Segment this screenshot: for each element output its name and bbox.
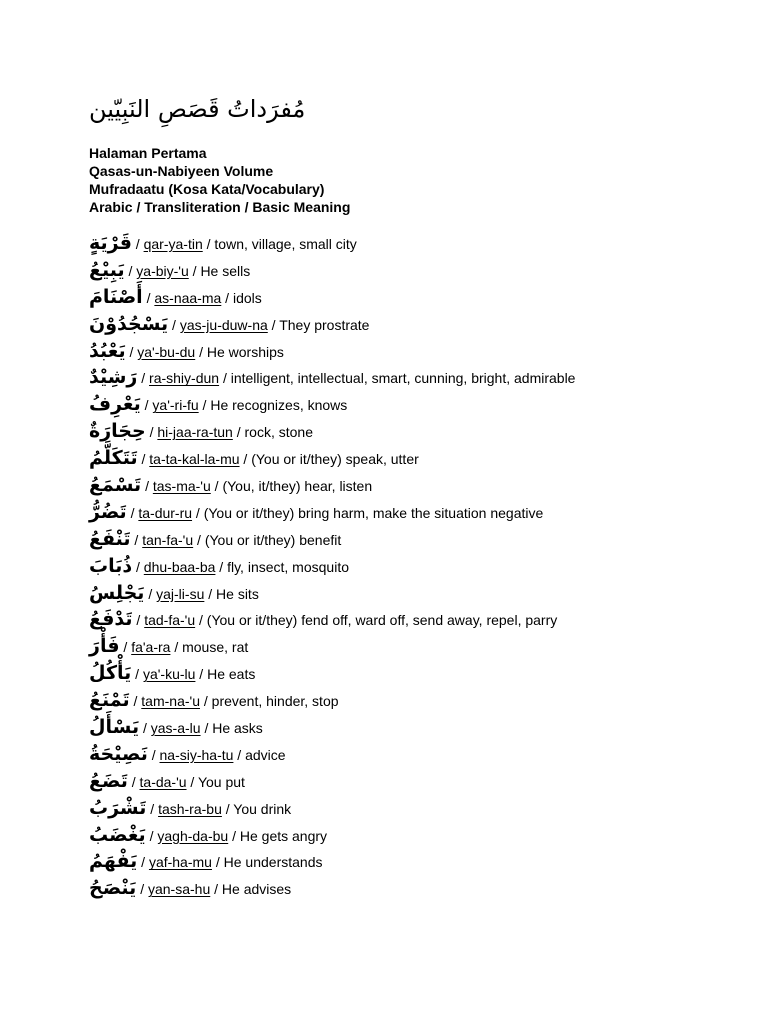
vocab-entry — [89, 230, 729, 257]
separator: / — [126, 504, 139, 521]
separator: / — [195, 343, 207, 360]
separator: / — [147, 746, 160, 763]
header-line-topic: Mufradaatu (Kosa Kata/Vocabulary) — [89, 181, 325, 197]
arabic-word: تَشْرَبُ — [89, 796, 147, 819]
separator: / — [215, 558, 228, 575]
meaning: He understands — [223, 854, 323, 871]
header-line-columns: Arabic / Transliteration / Basic Meaning — [89, 199, 351, 215]
arabic-word: تَنْفَعُ — [89, 527, 131, 550]
meaning: idols — [232, 289, 262, 306]
separator: / — [193, 531, 205, 548]
meaning: town, village, small city — [214, 236, 357, 252]
separator: / — [267, 316, 280, 333]
vocab-entry — [89, 311, 729, 338]
separator: / — [127, 773, 140, 790]
transliteration: dhu-baa-ba — [143, 558, 216, 575]
transliteration: tam-na-'u — [141, 693, 200, 710]
meaning: He worships — [206, 343, 284, 360]
vocab-entry — [89, 606, 729, 633]
separator: / — [132, 612, 145, 629]
meaning: fly, insect, mosquito — [227, 558, 349, 575]
arabic-word: يَأْكُلُ — [89, 662, 132, 685]
arabic-word: يَجْلِسُ — [89, 581, 145, 604]
separator: / — [188, 262, 201, 279]
meaning: He sits — [216, 585, 259, 602]
separator: / — [145, 827, 158, 844]
transliteration: ya'-ri-fu — [152, 397, 199, 414]
vocab-entry — [89, 526, 729, 553]
separator: / — [211, 854, 224, 871]
separator: / — [221, 289, 233, 306]
vocab-entry — [89, 257, 729, 284]
arabic-word: تَدْفَعُ — [89, 608, 133, 631]
separator: / — [139, 720, 151, 737]
transliteration: ta-dur-ru — [138, 504, 193, 521]
separator: / — [131, 666, 143, 683]
separator: / — [136, 881, 148, 898]
arabic-word: يَفْهَمُ — [89, 850, 138, 873]
transliteration: fa'a-ra — [131, 639, 171, 656]
transliteration: yaf-ha-mu — [148, 854, 212, 871]
vocab-entry — [89, 499, 729, 526]
header-line-page: Halaman Pertama — [89, 145, 207, 161]
separator: / — [137, 451, 150, 468]
transliteration: ta-ta-kal-la-mu — [149, 451, 240, 468]
arabic-word: تَتَكَلَّمُ — [89, 447, 138, 470]
arabic-word: رَشِيْدٌ — [89, 366, 138, 389]
separator: / — [170, 639, 183, 656]
document-header — [89, 144, 729, 216]
meaning: He gets angry — [239, 827, 328, 844]
separator: / — [202, 236, 215, 252]
transliteration: qar-ya-tin — [143, 236, 203, 252]
separator: / — [141, 478, 153, 495]
vocab-entry — [89, 284, 729, 311]
separator: / — [239, 451, 252, 468]
arabic-word: تَسْمَعُ — [89, 474, 142, 497]
transliteration: yas-ju-duw-na — [179, 316, 268, 333]
vocab-entry — [89, 472, 729, 499]
separator: / — [233, 746, 246, 763]
separator: / — [232, 424, 245, 441]
vocab-entry — [89, 660, 729, 687]
vocab-entry — [89, 795, 729, 822]
meaning: (You or it/they) benefit — [204, 531, 342, 548]
transliteration: as-naa-ma — [154, 289, 222, 306]
separator: / — [132, 558, 144, 575]
meaning: They prostrate — [279, 316, 370, 333]
separator: / — [210, 478, 223, 495]
vocab-entry — [89, 445, 729, 472]
separator: / — [199, 693, 212, 710]
separator: / — [192, 504, 204, 521]
vocab-entry — [89, 364, 729, 391]
transliteration: yan-sa-hu — [147, 881, 211, 898]
arabic-word: ذُبَابَ — [89, 554, 133, 577]
arabic-word: تَضَعُ — [89, 769, 128, 792]
separator: / — [219, 370, 231, 387]
vocab-entry — [89, 687, 729, 714]
meaning: He advises — [221, 881, 292, 898]
separator: / — [145, 424, 158, 441]
arabic-word: يَسْأَلُ — [89, 716, 140, 739]
arabic-word: يَعْبُدُ — [89, 339, 126, 362]
separator: / — [125, 343, 138, 360]
vocab-entry — [89, 848, 729, 875]
arabic-word: يَبِيْعُ — [89, 258, 125, 281]
arabic-word: قَرْيَةٍ — [89, 232, 132, 254]
vocab-entry — [89, 633, 729, 660]
transliteration: ya'-ku-lu — [142, 666, 196, 683]
meaning: (You or it/they) speak, utter — [251, 451, 419, 468]
arabic-word: يَعْرِفُ — [89, 393, 141, 416]
meaning: You put — [197, 773, 245, 790]
vocab-entry — [89, 553, 729, 580]
meaning: He recognizes, knows — [210, 397, 348, 414]
vocab-entry — [89, 741, 729, 768]
meaning: mouse, rat — [182, 639, 249, 656]
transliteration: tash-ra-bu — [158, 800, 222, 817]
meaning: He asks — [212, 720, 263, 737]
meaning: prevent, hinder, stop — [211, 693, 339, 710]
transliteration: yagh-da-bu — [157, 827, 229, 844]
transliteration: na-siy-ha-tu — [159, 746, 234, 763]
arabic-word: يَغْضَبُ — [89, 823, 146, 846]
transliteration: yas-a-lu — [150, 720, 201, 737]
meaning: He sells — [200, 262, 251, 279]
meaning: rock, stone — [244, 424, 313, 441]
arabic-word: تَضُرُّ — [89, 500, 127, 523]
separator: / — [124, 262, 137, 279]
separator: / — [221, 800, 234, 817]
vocab-entry — [89, 580, 729, 607]
separator: / — [204, 585, 217, 602]
transliteration: tad-fa-'u — [144, 612, 196, 629]
arabic-word: أَصْنَامَ — [89, 285, 143, 308]
separator: / — [186, 773, 198, 790]
transliteration: tas-ma-'u — [152, 478, 211, 495]
separator: / — [210, 881, 222, 898]
arabic-word: نَصِيْحَةُ — [89, 742, 148, 765]
separator: / — [146, 800, 159, 817]
separator: / — [119, 639, 132, 656]
separator: / — [142, 289, 155, 306]
vocab-entry — [89, 822, 729, 849]
meaning: (You or it/they) fend off, ward off, send away, repel, parry — [206, 612, 558, 629]
separator: / — [129, 693, 142, 710]
vocab-entry — [89, 768, 729, 795]
transliteration: tan-fa-'u — [142, 531, 194, 548]
vocab-entry — [89, 714, 729, 741]
transliteration: ra-shiy-dun — [149, 370, 220, 387]
vocab-entry — [89, 338, 729, 365]
transliteration: ta-da-'u — [139, 773, 187, 790]
separator: / — [140, 397, 153, 414]
separator: / — [200, 720, 213, 737]
vocab-entry — [89, 875, 729, 902]
vocab-entry — [89, 418, 729, 445]
meaning: (You, it/they) hear, listen — [222, 478, 373, 495]
separator: / — [137, 370, 150, 387]
separator: / — [198, 397, 211, 414]
vocab-entry — [89, 391, 729, 418]
separator: / — [137, 854, 149, 871]
meaning: intelligent, intellectual, smart, cunning, bright, admirable — [230, 370, 576, 387]
separator: / — [131, 236, 144, 252]
arabic-word: يَنْصَحُ — [89, 877, 137, 900]
transliteration: yaj-li-su — [156, 585, 205, 602]
meaning: He eats — [207, 666, 256, 683]
page-title-arabic: مُفرَداتُ قَصَصِ النَبِيّين — [89, 95, 306, 123]
transliteration: ya'-bu-du — [137, 343, 196, 360]
transliteration: ya-biy-'u — [136, 262, 189, 279]
separator: / — [228, 827, 240, 844]
separator: / — [144, 585, 157, 602]
arabic-word: يَسْجُدُوْنَ — [89, 312, 169, 335]
separator: / — [130, 531, 143, 548]
arabic-word: تَمْنَعُ — [89, 689, 130, 712]
document-page — [89, 92, 729, 902]
meaning: (You or it/they) bring harm, make the situation negative — [203, 504, 544, 521]
separator: / — [195, 666, 208, 683]
arabic-word: فَأْرَ — [89, 635, 120, 658]
separator: / — [195, 612, 207, 629]
transliteration: hi-jaa-ra-tun — [157, 424, 233, 441]
header-line-volume: Qasas-un-Nabiyeen Volume — [89, 163, 274, 179]
separator: / — [168, 316, 180, 333]
meaning: You drink — [233, 800, 292, 817]
arabic-word: حِجَارَةٌ — [89, 420, 146, 443]
meaning: advice — [245, 746, 286, 763]
vocabulary-list — [89, 230, 729, 902]
